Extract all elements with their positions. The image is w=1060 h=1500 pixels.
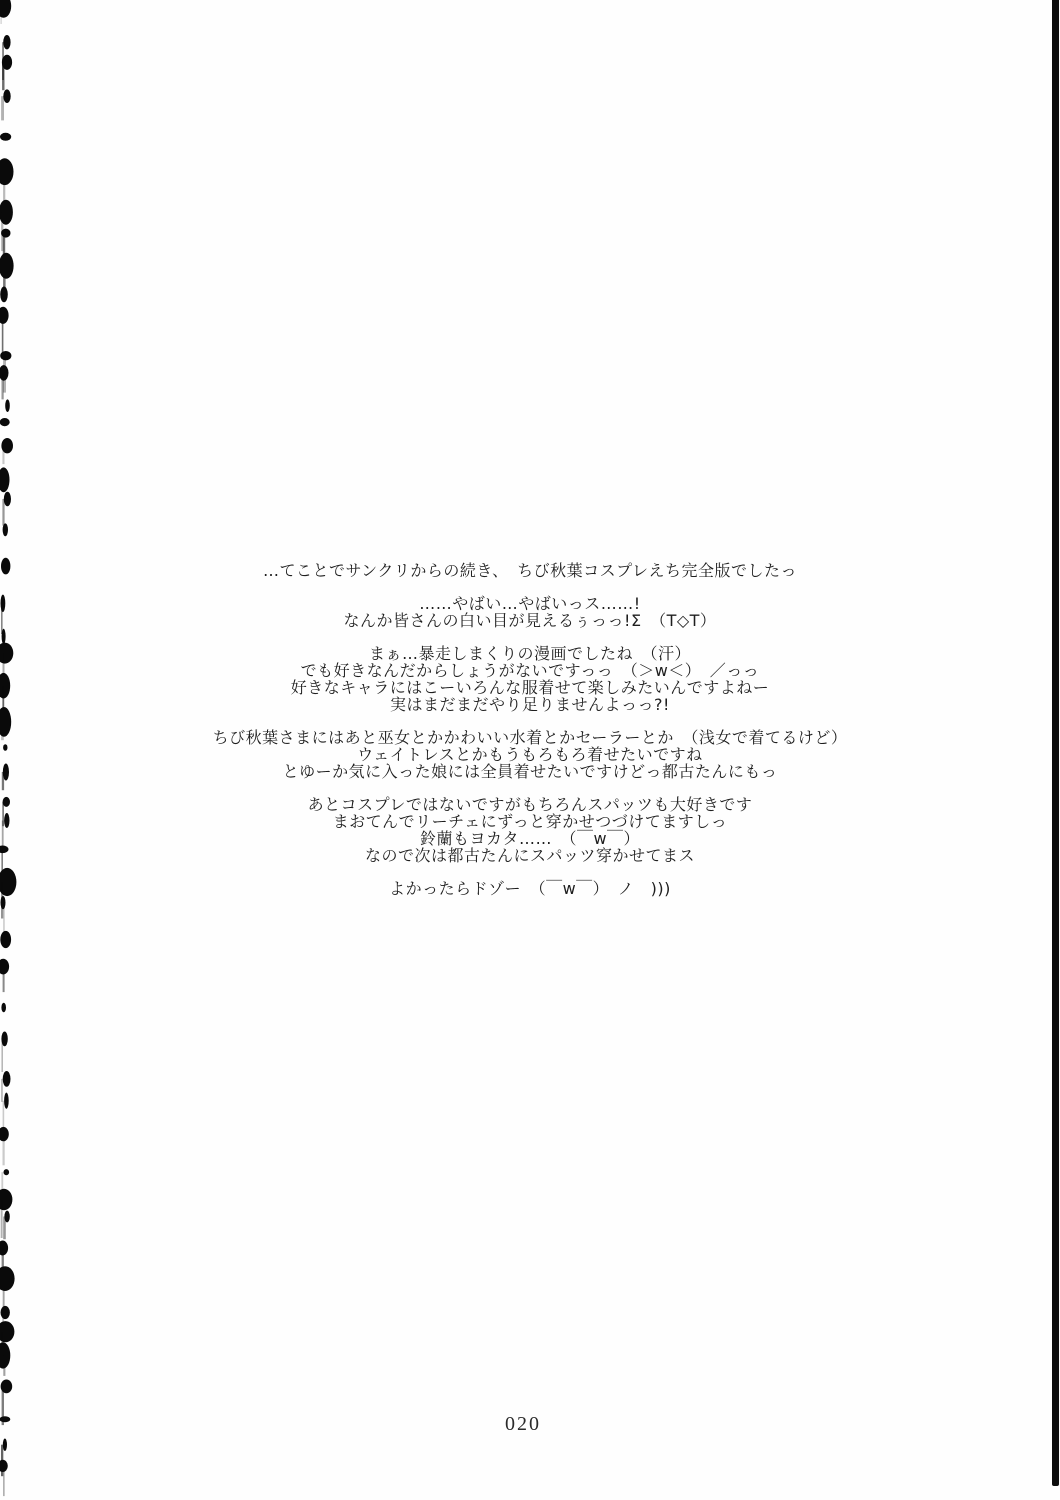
afterword-line: とゆーか気に入った娘には全員着せたいですけどっ都古たんにもっ	[282, 762, 778, 781]
afterword-line: …てことでサンクリからの続き、 ちび秋葉コスプレえち完全版でしたっ	[262, 561, 798, 580]
afterword-line: ウェイトレスとかもうもろもろ着せたいですね	[357, 745, 703, 764]
page-number-container	[0, 1413, 1060, 1436]
paragraph	[20, 796, 1040, 864]
paragraph	[20, 729, 1040, 780]
afterword-line: 実はまだまだやり足りませんよっっ?!	[390, 695, 670, 714]
afterword-line: なんか皆さんの白い目が見えるぅっっ!Σ （T◇T）	[343, 611, 717, 630]
afterword-text-block	[20, 562, 1040, 913]
afterword-line: あとコスプレではないですがもちろんスパッツも大好きです	[307, 795, 753, 814]
paragraph	[20, 595, 1040, 629]
afterword-line: ……やばい…やばいっス……!	[419, 594, 641, 613]
afterword-line: よかったらドゾー （￣w￣） ノ )))	[389, 879, 671, 898]
paragraph	[20, 880, 1040, 897]
afterword-line: 好きなキャラにはこーいろんな服着せて楽しみたいんですよねー	[290, 678, 770, 697]
afterword-line: でも好きなんだからしょうがないですっっ （＞w＜） ／っっ	[300, 661, 760, 680]
afterword-line: なので次は都古たんにスパッツ穿かせてまス	[364, 846, 695, 865]
paragraph	[20, 562, 1040, 579]
afterword-line: まぁ…暴走しまくりの漫画でしたね （汗）	[368, 644, 691, 663]
afterword-line: ちび秋葉さまにはあと巫女とかかわいい水着とかセーラーとか （浅女で着てるけど）	[212, 728, 848, 747]
afterword-line: まおてんでリーチェにずっと穿かせつづけてますしっ	[332, 812, 728, 831]
paragraph	[20, 645, 1040, 713]
page-edge-bar	[1052, 0, 1059, 1486]
afterword-line: 鈴蘭もヨカタ…… （￣w￣）	[419, 829, 641, 848]
page-number: 020	[505, 1413, 541, 1435]
